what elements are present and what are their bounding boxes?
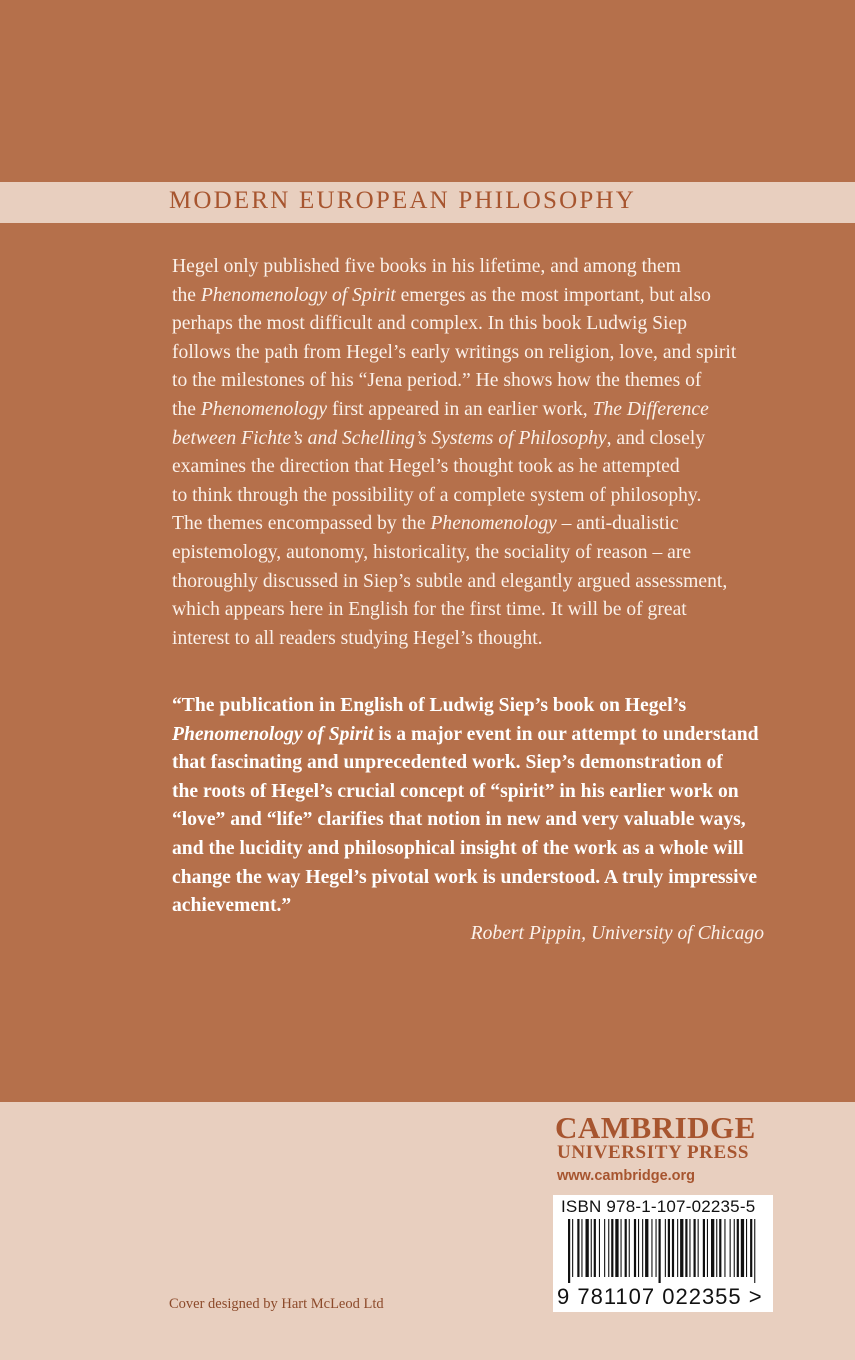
barcode-bar [724, 1219, 725, 1277]
barcode-bar [572, 1219, 573, 1277]
text-line [172, 835, 822, 864]
text-line [172, 339, 822, 368]
barcode-bar [750, 1219, 752, 1277]
barcode-bar [716, 1219, 717, 1277]
barcode-bar [659, 1219, 661, 1283]
text-segment: which appears here in English for the first time. It will be of great [172, 599, 687, 621]
barcode-bar [746, 1219, 747, 1277]
text-segment: thoroughly discussed in Siep’s subtle and elegantly argued assessment, [172, 570, 728, 592]
endorsement-quote [172, 692, 822, 921]
text-line [172, 749, 822, 778]
italic-segment: Phenomenology of Spirit [172, 723, 374, 745]
barcode-bar [651, 1219, 652, 1277]
text-segment: Hegel only published five books in his lifetime, and among them [172, 256, 681, 277]
text-line [172, 482, 822, 511]
barcode-bar [698, 1219, 699, 1277]
barcode-bar [703, 1219, 705, 1277]
text-line [172, 778, 822, 807]
italic-segment: Phenomenology [200, 398, 328, 420]
text-segment: epistemology, autonomy, historicality, the sociality of reason – are [172, 541, 692, 563]
barcode-bar [629, 1219, 630, 1277]
text-line [172, 692, 822, 721]
text-segment: examines the direction that Hegel’s thought took as he attempted [172, 456, 680, 478]
barcode-bar [642, 1219, 643, 1277]
text-segment: The themes encompassed by the [172, 513, 431, 535]
text-line [172, 721, 822, 750]
series-title: MODERN EUROPEAN PHILOSOPHY [169, 187, 636, 214]
barcode-bar [621, 1219, 622, 1277]
text-segment: to the milestones of his “Jena period.” He shows how the themes of [172, 370, 702, 392]
barcode-bars [558, 1219, 766, 1283]
text-line [172, 806, 822, 835]
barcode-bar [668, 1219, 670, 1277]
quote-attribution: Robert Pippin, University of Chicago [470, 923, 764, 944]
text-segment: to think through the possibility of a complete system of philosophy. [172, 484, 702, 506]
text-line [172, 367, 822, 396]
italic-segment: Phenomenology [430, 513, 557, 535]
isbn-label: ISBN 978-1-107-02235-5 [561, 1197, 756, 1216]
book-blurb [172, 253, 822, 653]
text-line [172, 510, 822, 539]
barcode-bar [608, 1219, 609, 1277]
barcode-bar [604, 1219, 605, 1277]
text-line [172, 568, 822, 597]
barcode-bar [672, 1219, 674, 1277]
text-line [172, 253, 822, 282]
text-segment: is a major event in our attempt to understand [373, 723, 759, 745]
text-segment: the [172, 284, 201, 306]
barcode-bar [645, 1219, 648, 1277]
barcode-bar [719, 1219, 721, 1277]
barcode-bar [656, 1219, 657, 1277]
barcode-bar [615, 1219, 618, 1277]
text-segment: the roots of Hegel’s crucial concept of “spirit” in his earlier work on [172, 780, 739, 802]
barcode-bar [581, 1219, 582, 1277]
text-segment: – anti-dualistic [556, 513, 679, 535]
text-segment: achievement.” [172, 895, 292, 917]
text-segment: that fascinating and unprecedented work. Siep’s demonstration of [172, 752, 723, 774]
publisher-name: CAMBRIDGE [555, 1110, 756, 1145]
barcode-bar [730, 1219, 731, 1277]
text-line [172, 596, 822, 625]
barcode-bar [591, 1219, 592, 1277]
barcode-bar [611, 1219, 613, 1277]
barcode-bar [577, 1219, 579, 1277]
text-line [172, 892, 822, 921]
barcode-bar [694, 1219, 696, 1277]
text-line [172, 310, 822, 339]
text-segment: first appeared in an earlier work, [327, 398, 593, 420]
barcode-bar [634, 1219, 636, 1277]
publisher-subname: UNIVERSITY PRESS [557, 1142, 750, 1163]
barcode-bar [586, 1219, 589, 1277]
barcode-bar [680, 1219, 683, 1277]
barcode-bar [665, 1219, 666, 1277]
text-line [172, 282, 822, 311]
barcode-bar [677, 1219, 678, 1277]
text-line [172, 539, 822, 568]
barcode-bar [754, 1219, 755, 1283]
barcode-bar [625, 1219, 627, 1277]
text-segment: follows the path from Hegel’s early writings on religion, love, and spirit [172, 341, 737, 363]
barcode-bar [599, 1219, 600, 1277]
text-segment: perhaps the most difficult and complex. In this book Ludwig Siep [172, 313, 687, 335]
barcode-bar [638, 1219, 639, 1277]
italic-segment: Phenomenology of Spirit [200, 284, 396, 306]
barcode-bar [568, 1219, 570, 1283]
barcode-bar [689, 1219, 690, 1277]
cover-credit: Cover designed by Hart McLeod Ltd [169, 1296, 384, 1312]
ean-digits: 9 781107 022355 > [557, 1284, 763, 1309]
italic-segment: between Fichte’s and Schelling’s Systems of Philosophy [172, 427, 607, 449]
text-segment: the [172, 398, 201, 420]
text-segment: interest to all readers studying Hegel’s thought. [172, 627, 543, 649]
series-band [0, 182, 855, 223]
barcode-bar [707, 1219, 708, 1277]
text-line [172, 625, 822, 654]
barcode-bar [734, 1219, 735, 1277]
text-line [172, 425, 822, 454]
text-segment: and the lucidity and philosophical insight of the work as a whole will [172, 837, 744, 859]
italic-segment: The Difference [592, 398, 709, 420]
text-segment: change the way Hegel’s pivotal work is understood. A truly impressive [172, 866, 758, 888]
text-segment: emerges as the most important, but also [395, 284, 711, 306]
barcode-bar [737, 1219, 739, 1277]
text-line [172, 396, 822, 425]
text-segment: , and closely [606, 427, 706, 449]
publisher-url: www.cambridge.org [557, 1168, 696, 1184]
barcode-bar [685, 1219, 687, 1277]
barcode-bar [741, 1219, 744, 1277]
barcode-bar [594, 1219, 596, 1277]
text-line [172, 864, 822, 893]
text-segment: “The publication in English of Ludwig Siep’s book on Hegel’s [172, 695, 687, 716]
text-segment: “love” and “life” clarifies that notion in new and very valuable ways, [172, 809, 746, 831]
footer-band [0, 1102, 855, 1360]
isbn-barcode [553, 1195, 773, 1312]
text-line [172, 453, 822, 482]
barcode-bar [711, 1219, 714, 1277]
